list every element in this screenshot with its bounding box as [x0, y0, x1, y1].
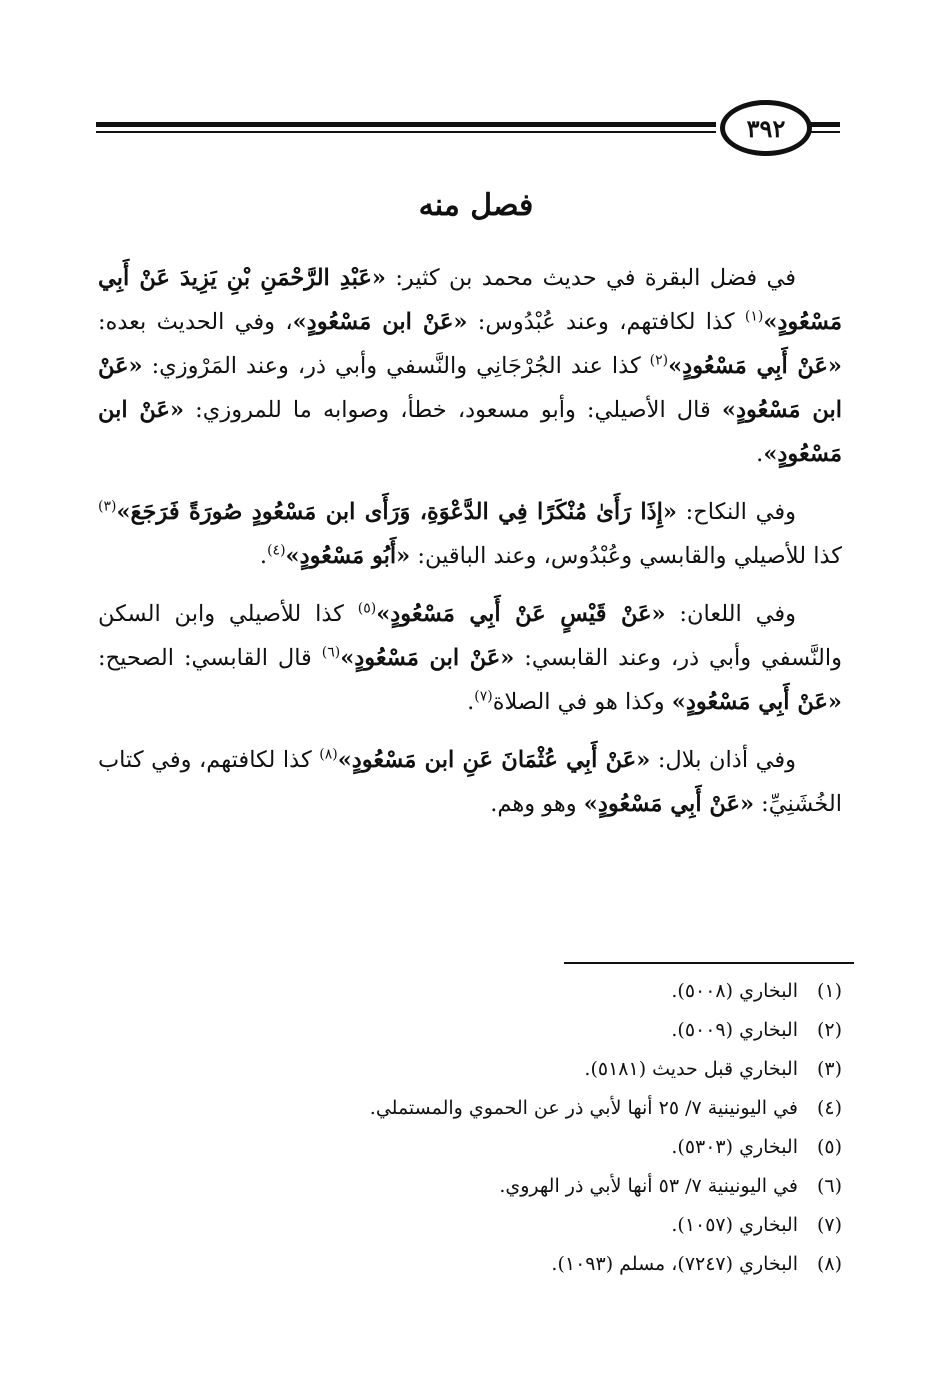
footnote-ref: (٧) [474, 688, 493, 705]
header-rule-thin [96, 131, 716, 133]
footnote-ref: (٢) [649, 352, 669, 369]
footnote [98, 1206, 842, 1245]
footnotes [98, 972, 842, 1284]
paragraph-text: . [467, 689, 475, 715]
footnote [98, 972, 842, 1011]
footnote-ref: (٦) [321, 644, 341, 661]
footnote [98, 1128, 842, 1167]
paragraph-text: كذا لكافتهم، وعند عُبْدُوس: [467, 309, 745, 335]
hadith-quote: «عَنْ قَيْسٍ عَنْ أَبِي مَسْعُودٍ» [376, 601, 666, 627]
header-rule [96, 122, 716, 127]
footnote-number: (٦) [816, 1175, 842, 1197]
paragraph-text: . [756, 441, 764, 467]
paragraph-text: . [259, 543, 268, 569]
paragraph-text: كذا لكافتهم، وفي كتاب الخُشَنِيِّ: [98, 747, 842, 817]
main-text [98, 256, 842, 840]
footnote-text: البخاري (٥٠٠٩). [671, 1019, 798, 1041]
hadith-quote: «عَنْ ابن مَسْعُودٍ» [98, 397, 842, 467]
hadith-quote: «عَنْ ابن مَسْعُودٍ» [98, 353, 843, 423]
footnote-text: البخاري (٥٠٠٨). [671, 980, 798, 1002]
footnote-ref: (٣) [98, 498, 117, 515]
footnote-separator [564, 962, 854, 964]
paragraph-text: قال القابسي: الصحيح: [98, 645, 322, 671]
footnote-ref: (٨) [319, 746, 338, 763]
hadith-quote: «عَنْ ابن مَسْعُودٍ» [292, 309, 468, 335]
footnote [98, 1167, 842, 1206]
footnote-number: (٢) [816, 1019, 842, 1041]
section-title: فصل منه [418, 188, 534, 223]
hadith-quote: «أَبُو مَسْعُودٍ» [285, 543, 411, 569]
paragraph [98, 738, 842, 826]
hadith-quote: «عَنْ أَبِي مَسْعُودٍ» [671, 689, 842, 715]
footnote [98, 1050, 842, 1089]
page-header [96, 96, 840, 160]
header-rule-right [810, 122, 840, 127]
hadith-quote: «عَنْ أَبِي مَسْعُودٍ» [583, 791, 755, 817]
paragraph [98, 490, 842, 578]
footnote [98, 1089, 842, 1128]
hadith-quote: «إِذَا رَأَىٰ مُنْكَرًا فِي الدَّعْوَةِ، وَرَأَى ابن مَسْعُودٍ صُورَةً فَرَجَعَ» [116, 499, 677, 525]
paragraph [98, 592, 842, 724]
page-number: ٣٩٢ [720, 100, 812, 156]
paragraph-text: وكذا هو في الصلاة [492, 689, 672, 715]
hadith-quote: «عَنْ أَبِي عُثْمَانَ عَنِ ابن مَسْعُودٍ» [337, 747, 651, 773]
footnote-number: (٧) [816, 1214, 842, 1236]
footnote [98, 1245, 842, 1284]
paragraph-text: في فضل البقرة في حديث محمد بن كثير: [385, 265, 796, 291]
footnote-text: في اليونينية ٧/ ٢٥ أنها لأبي ذر عن الحموي والمستملي. [369, 1097, 798, 1119]
header-rule-right-thin [810, 131, 840, 133]
paragraph-text: كذا عند الجُرْجَانِي والنَّسفي وأبي ذر، وعند المَرْوزي: [142, 353, 650, 379]
paragraph [98, 256, 842, 476]
footnote-number: (٨) [816, 1253, 842, 1275]
footnote [98, 1011, 842, 1050]
paragraph-text: وهو وهم. [490, 791, 584, 817]
footnote-number: (٣) [816, 1058, 842, 1080]
footnote-text: البخاري (٥٣٠٣). [671, 1136, 798, 1158]
hadith-quote: «عَنْ ابن مَسْعُودٍ» [340, 645, 515, 671]
paragraph-text: كذا للأصيلي وابن السكن والنَّسفي وأبي ذر، وعند القابسي: [98, 601, 843, 671]
footnote-text: في اليونينية ٧/ ٥٣ أنها لأبي ذر الهروي. [499, 1175, 798, 1197]
footnote-number: (١) [816, 980, 842, 1002]
footnote-ref: (٥) [357, 600, 377, 617]
paragraph-text: كذا للأصيلي والقابسي وعُبْدُوس، وعند الباقين: [410, 543, 842, 569]
paragraph-text: وفي النكاح: [676, 499, 796, 525]
paragraph-text: وفي أذان بلال: [650, 747, 796, 773]
hadith-quote: «عَنْ أَبِي مَسْعُودٍ» [668, 353, 842, 379]
paragraph-text: ، وفي الحديث بعده: [98, 309, 293, 335]
footnote-number: (٥) [816, 1136, 842, 1158]
hadith-quote: «عَبْدِ الرَّحْمَنِ بْنِ يَزِيدَ عَنْ أَبِي مَسْعُودٍ» [98, 265, 843, 335]
footnote-ref: (٤) [267, 542, 286, 559]
paragraph-text: قال الأصيلي: وأبو مسعود، خطأ، وصوابه ما للمروزي: [184, 397, 722, 423]
footnote-number: (٤) [816, 1097, 842, 1119]
footnote-ref: (١) [744, 308, 764, 325]
footnote-text: البخاري (٧٢٤٧)، مسلم (١٠٩٣). [551, 1253, 798, 1275]
paragraph-text: وفي اللعان: [665, 601, 796, 627]
footnote-text: البخاري (١٠٥٧). [671, 1214, 798, 1236]
footnote-text: البخاري قبل حديث (٥١٨١). [584, 1058, 798, 1080]
